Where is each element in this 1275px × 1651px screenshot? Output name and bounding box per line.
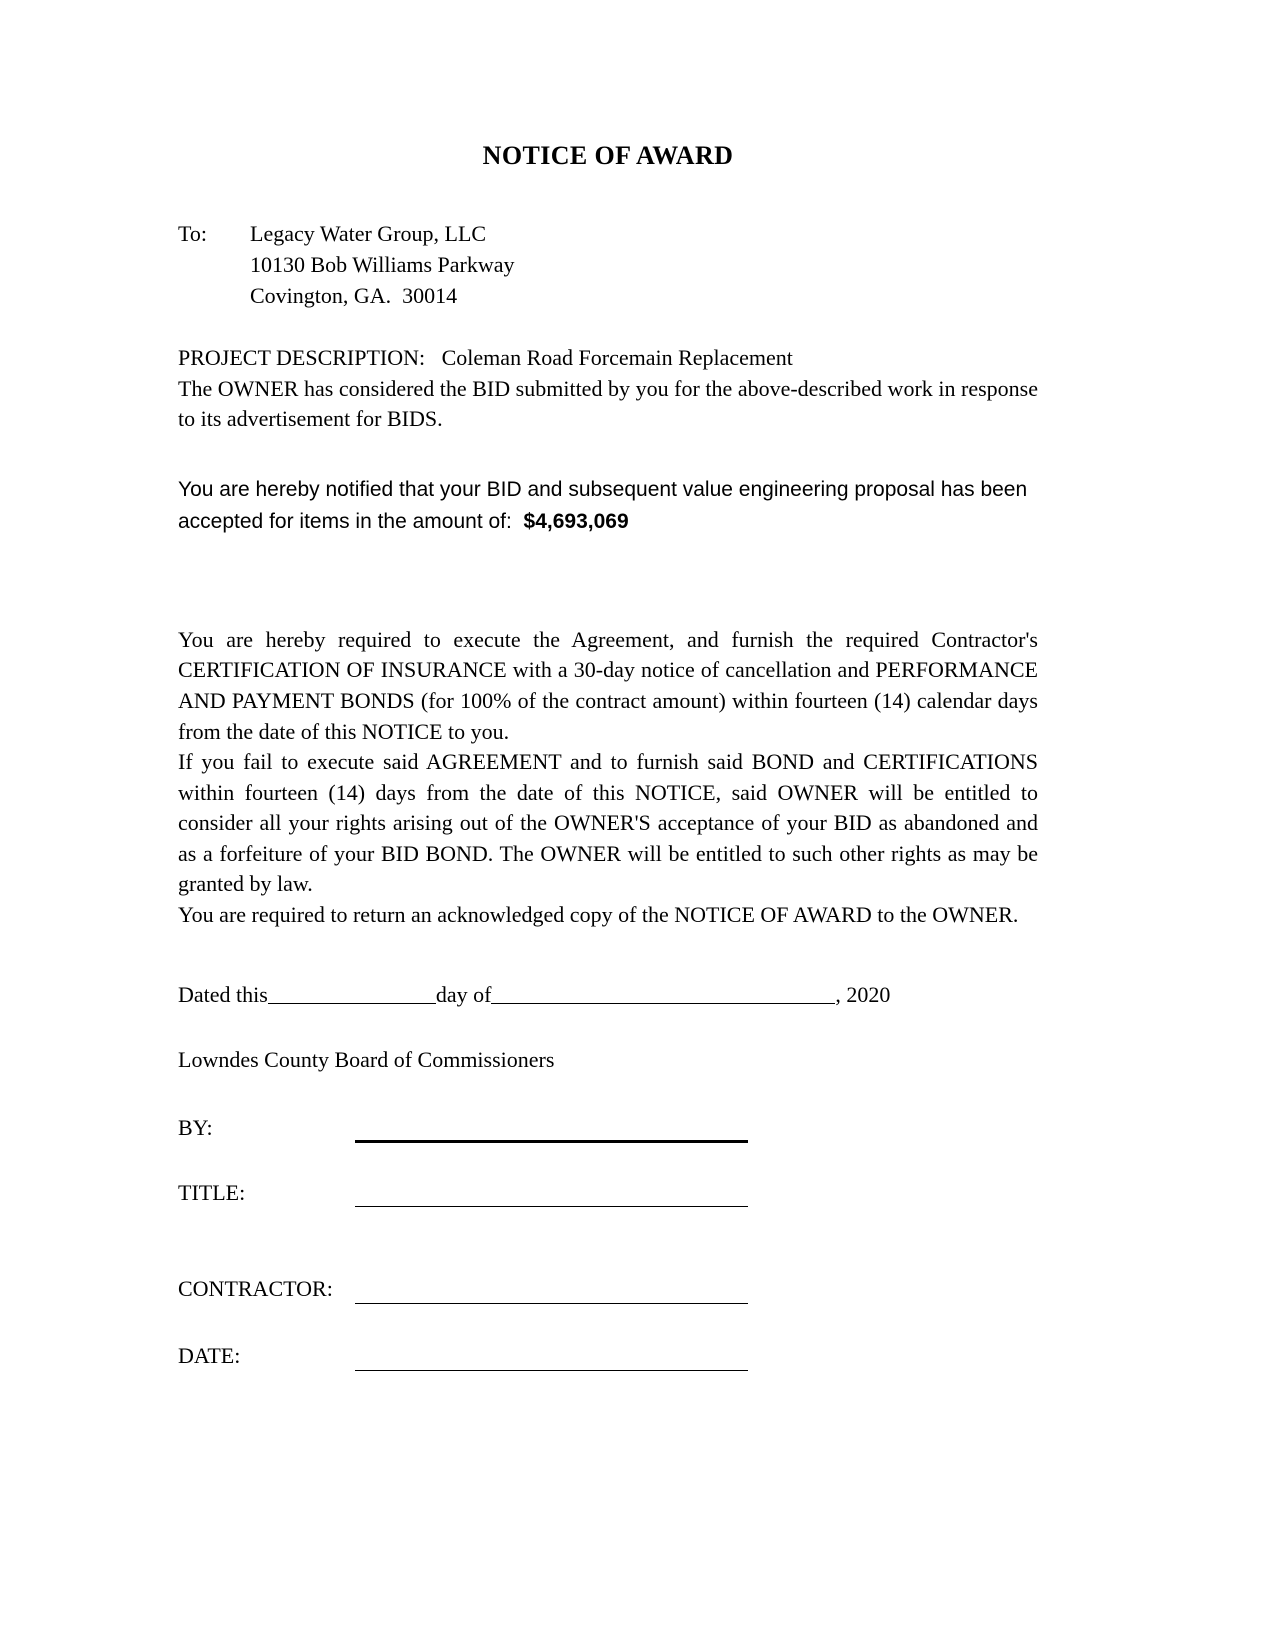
dated-day-field[interactable] (268, 980, 436, 1004)
signature-label-contractor: CONTRACTOR: (178, 1276, 333, 1302)
dated-middle: day of (435, 981, 492, 1007)
recipient-name: Legacy Water Group, LLC (250, 220, 487, 246)
dated-suffix: , 2020 (835, 981, 891, 1007)
page-title: NOTICE OF AWARD (482, 141, 734, 170)
signature-spacer-3 (178, 1304, 1038, 1342)
signature-spacer-2 (178, 1207, 1038, 1275)
recipient-block (178, 218, 1038, 312)
signature-field-by[interactable] (355, 1120, 748, 1143)
award-amount: $4,693,069 (523, 510, 629, 534)
signature-label-date: DATE: (178, 1343, 241, 1369)
signature-row-contractor (178, 1275, 1038, 1304)
signature-row-date (178, 1342, 1038, 1371)
vertical-spacer (178, 539, 1038, 625)
recipient-address (250, 218, 1038, 312)
signature-field-title[interactable] (355, 1186, 748, 1207)
paragraph-consideration: The OWNER has considered the BID submitted by you for the above-described work in response to its advertisement for BIDS. (178, 375, 1038, 432)
paragraph-return-copy: You are required to return an acknowledged copy of the NOTICE OF AWARD to the OWNER. (178, 901, 1019, 927)
project-description-line: PROJECT DESCRIPTION: Coleman Road Forcemain Replacement (178, 345, 793, 371)
signature-row-by (178, 1114, 1038, 1143)
signature-field-contractor[interactable] (355, 1283, 748, 1304)
acceptance-text: You are hereby notified that your BID and subsequent value engineering proposal has been accepted for items in the amount of: (178, 477, 1028, 534)
dated-month-field[interactable] (491, 980, 835, 1004)
signature-label-title: TITLE: (178, 1179, 246, 1205)
recipient-row (178, 218, 1038, 312)
owner-name: Lowndes County Board of Commissioners (178, 1047, 555, 1073)
paragraph-execute-requirement: You are hereby required to execute the Agreement, and furnish the required Contractor's CERTIFICATION OF INSURANCE with a 30-day notice of cancellation and PERFORMANCE AND PAYMENT BONDS (for 100% of the contract amount) within fourteen (14) calendar days from the date of this NOTICE to you. (178, 626, 1038, 744)
paragraph-acceptance (178, 474, 1038, 539)
document-content (178, 0, 1038, 1371)
signature-row-title (178, 1179, 1038, 1208)
dated-prefix: Dated this (178, 981, 268, 1007)
dated-line (178, 980, 1038, 1011)
signature-field-date[interactable] (355, 1350, 748, 1371)
signature-label-by: BY: (178, 1115, 213, 1141)
paragraph-failure-clause: If you fail to execute said AGREEMENT and to furnish said BOND and CERTIFICATIONS within fourteen (14) days from the date of this NOTICE, said OWNER will be entitled to consider all your rights arising out of the OWNER'S acceptance of your BID as abandoned and as a forfeiture of your BID BOND. The OWNER will be entitled to such other rights as may be granted by law. (178, 749, 1038, 897)
recipient-city-state-zip: Covington, GA. 30014 (250, 283, 458, 309)
recipient-label: To: (178, 220, 208, 246)
signature-block (178, 1114, 1038, 1370)
recipient-street: 10130 Bob Williams Parkway (250, 251, 515, 277)
signature-spacer-1 (178, 1143, 1038, 1179)
